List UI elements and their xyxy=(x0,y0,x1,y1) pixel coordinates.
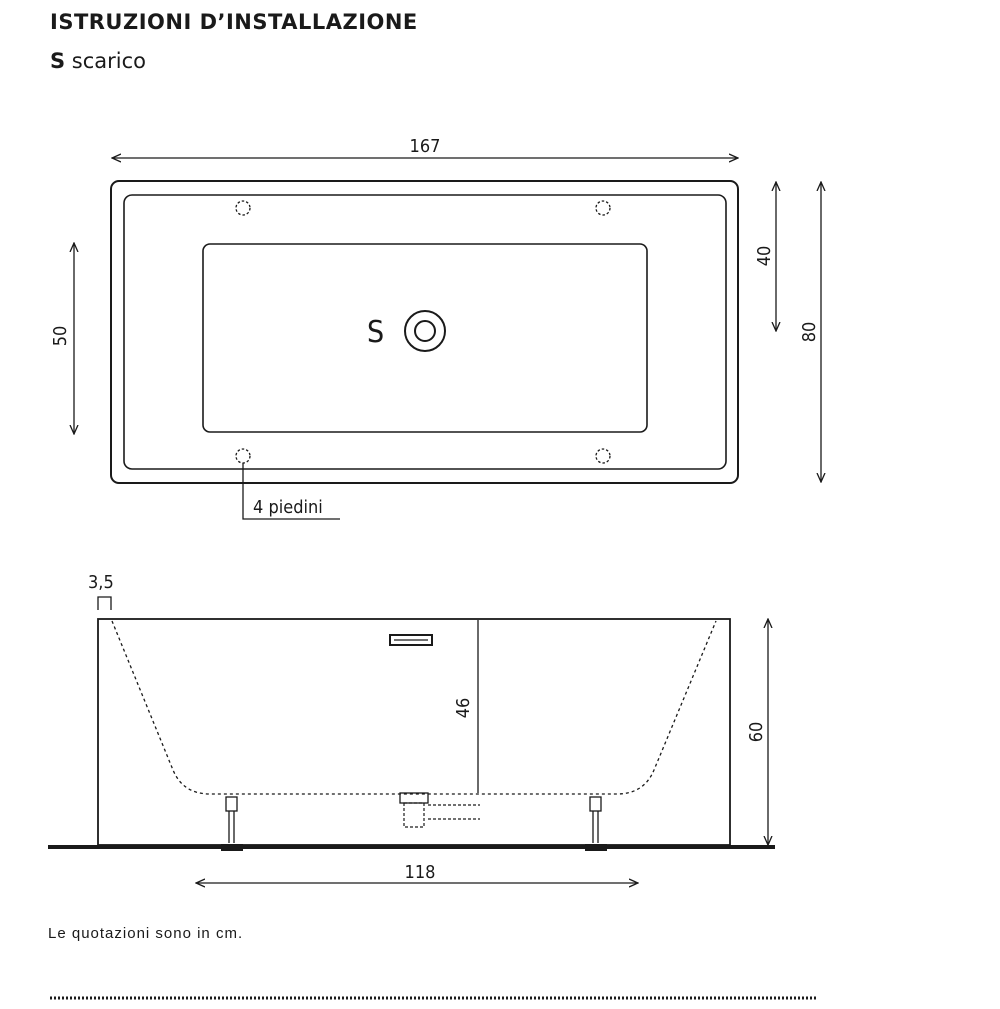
foot-marker xyxy=(236,449,250,463)
dim-label-rim: 3,5 xyxy=(88,572,114,593)
top-view xyxy=(74,158,821,519)
foot-marker xyxy=(236,201,250,215)
dim-label-drain-offset: 40 xyxy=(754,245,775,267)
dim-label-feet-spacing: 118 xyxy=(404,862,436,883)
foot-marker xyxy=(596,449,610,463)
units-note: Le quotazioni sono in cm. xyxy=(48,925,244,942)
foot-right-icon xyxy=(585,797,607,851)
drain-inner-icon xyxy=(415,321,435,341)
dim-label-inner-depth: 46 xyxy=(453,697,474,719)
feet-label: 4 piedini xyxy=(253,497,323,518)
tub-side-outline xyxy=(98,619,730,845)
page-title: ISTRUZIONI D’INSTALLAZIONE xyxy=(50,10,418,34)
dim-label-height: 60 xyxy=(746,721,767,743)
tub-inner-profile xyxy=(112,621,716,794)
rim-bracket xyxy=(98,597,111,610)
tub-rim-outline xyxy=(124,195,726,469)
dim-label-inner-width: 50 xyxy=(50,325,71,347)
drain-outer-icon xyxy=(405,311,445,351)
dim-label-length: 167 xyxy=(409,136,441,157)
tub-basin-outline xyxy=(203,244,647,432)
foot-left-icon xyxy=(221,797,243,851)
foot-marker xyxy=(596,201,610,215)
side-view xyxy=(48,597,775,883)
tub-outer-outline xyxy=(111,181,738,483)
dim-label-total-width: 80 xyxy=(799,321,820,343)
drain-symbol: S xyxy=(367,315,385,350)
drain-description: scarico xyxy=(65,49,147,73)
drain-symbol-label: S xyxy=(50,49,66,73)
